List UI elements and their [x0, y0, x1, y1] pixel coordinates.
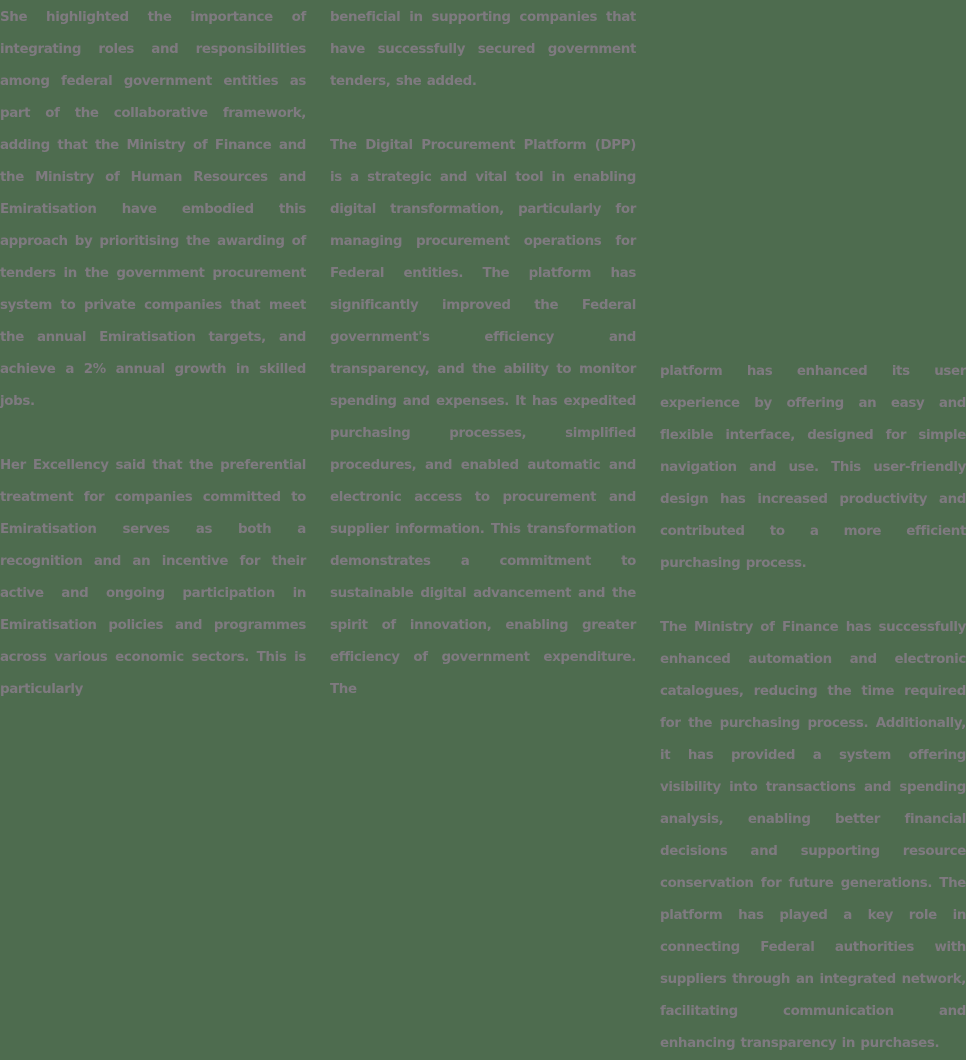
- paragraph: platform has enhanced its user experience by offering an easy and flexible interface, designed for simple navigation and use. This user-friendly design has increased productivity and contributed to a more efficient purchasing process.: [660, 364, 966, 571]
- paragraph: She highlighted the importance of integrating roles and responsibilities among federal government entities as part of the collaborative framework, adding that the Ministry of Finance and the Ministry of Human Resources and Emiratisation have embodied this approach by prioritising the awarding of tenders in the government procurement system to private companies that meet the annual Emiratisation targets, and achieve a 2% annual growth in skilled jobs.: [0, 10, 306, 409]
- paragraph: Her Excellency said that the preferential treatment for companies committed to Emiratisation serves as both a recognition and an incentive for their active and ongoing participation in Emiratisation policies and programmes across various economic sectors. This is particularly: [0, 458, 306, 697]
- paragraph: The Digital Procurement Platform (DPP) is a strategic and vital tool in enabling digital transformation, particularly for managing procurement operations for Federal entities. The platform has significantly improved the Federal government's efficiency and transparency, and the ability to monitor spending and expenses. It has expedited purchasing processes, simplified procedures, and enabled automatic and electronic access to procurement and supplier information. This transformation demonstrates a commitment to sustainable digital advancement and the spirit of innovation, enabling greater efficiency of government expenditure. The: [330, 138, 636, 697]
- paragraph: The Ministry of Finance has successfully enhanced automation and electronic catalogues, reducing the time required for the purchasing process. Additionally, it has provided a system offering visibility into transactions and spending analysis, enabling better financial decisions and supporting resource conservation for future generations. The platform has played a key role in connecting Federal authorities with suppliers through an integrated network, facilitating communication and enhancing transparency in purchases.: [660, 620, 966, 1051]
- text-column-2: [330, 2, 636, 706]
- paragraph: beneficial in supporting companies that have successfully secured government tenders, she added.: [330, 10, 636, 89]
- text-column-3: [660, 356, 966, 1060]
- text-column-1: [0, 2, 306, 706]
